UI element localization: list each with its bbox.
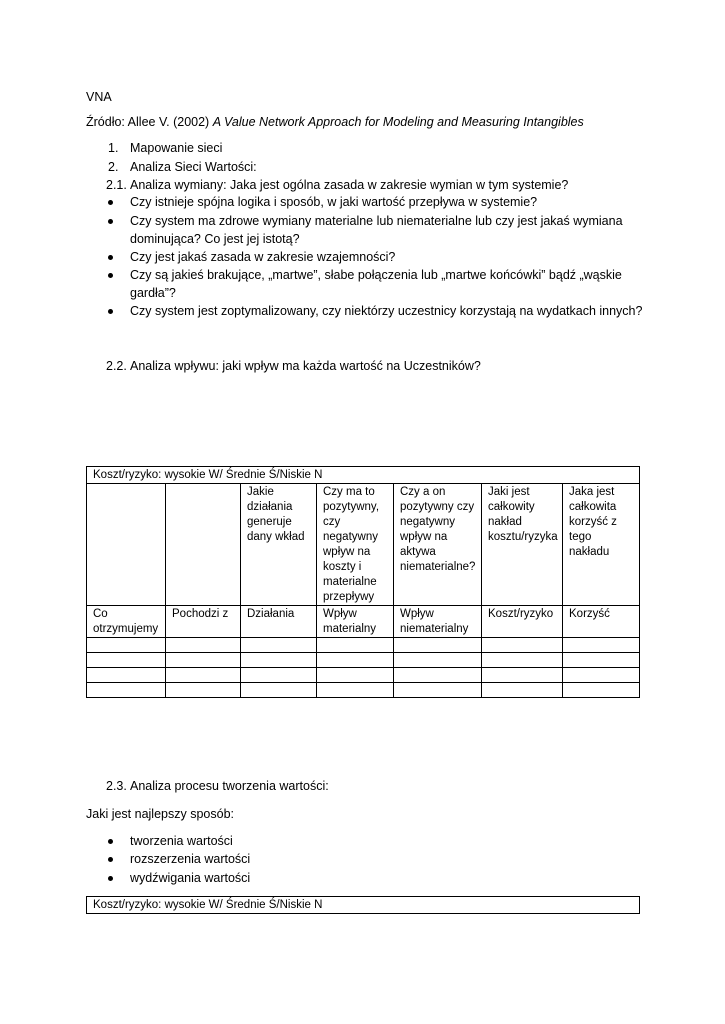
empty-cell <box>317 683 394 698</box>
empty-rows <box>87 638 640 698</box>
column-header: Wpływ niematerialny <box>394 606 482 638</box>
empty-cell <box>317 653 394 668</box>
empty-cell <box>563 668 640 683</box>
impact-table <box>86 466 640 698</box>
source-prefix: Źródło: Allee V. (2002) <box>86 115 213 129</box>
bullet-icon <box>108 309 113 314</box>
bullet-icon <box>108 857 113 862</box>
best-way-text: Jaki jest najlepszy sposób: <box>86 807 234 821</box>
question-cell: Czy a on pozytywny czy negatywny wpływ na aktywa niematerialne? <box>394 484 482 606</box>
column-header: Działania <box>241 606 317 638</box>
bullet-icon <box>108 273 113 278</box>
exchange-question-continued: dominująca? Co jest jej istotą? <box>130 232 300 246</box>
column-header: Koszt/ryzyko <box>482 606 563 638</box>
empty-cell <box>166 653 241 668</box>
empty-cell <box>241 653 317 668</box>
step-number: 2.2. <box>106 359 127 373</box>
column-header: Pochodzi z <box>166 606 241 638</box>
cost-risk-caption: Koszt/ryzyko: wysokie W/ Średnie Ś/Niskie N <box>87 897 640 914</box>
document-title: VNA <box>86 90 112 104</box>
empty-cell <box>87 653 166 668</box>
source-citation <box>86 114 584 130</box>
step-number: 2.3. <box>106 779 127 793</box>
question-cell <box>166 484 241 606</box>
empty-cell <box>87 668 166 683</box>
empty-cell <box>563 653 640 668</box>
empty-cell <box>482 653 563 668</box>
empty-cell <box>166 638 241 653</box>
table-row <box>87 668 640 683</box>
exchange-question: Czy system jest zoptymalizowany, czy niektórzy uczestnicy korzystają na wydatkach innych? <box>130 304 643 318</box>
empty-cell <box>317 638 394 653</box>
exchange-question: Czy jest jakaś zasada w zakresie wzajemności? <box>130 250 396 264</box>
empty-cell <box>563 683 640 698</box>
step-number: 2. <box>108 160 119 174</box>
table-row <box>87 653 640 668</box>
question-cell: Jaki jest całkowity nakład kosztu/ryzyka <box>482 484 563 606</box>
column-header: Co otrzymujemy <box>87 606 166 638</box>
way-item: rozszerzenia wartości <box>130 852 251 866</box>
exchange-question: Czy system ma zdrowe wymiany materialne lub niematerialne lub czy jest jakaś wymiana <box>130 214 623 228</box>
empty-cell <box>563 638 640 653</box>
empty-cell <box>87 683 166 698</box>
way-item: tworzenia wartości <box>130 834 233 848</box>
empty-cell <box>241 638 317 653</box>
question-cell: Jaka jest całkowita korzyść z tego nakładu <box>563 484 640 606</box>
question-cell: Czy ma to pozytywny, czy negatywny wpływ na koszty i materialne przepływy <box>317 484 394 606</box>
creation-table <box>86 896 640 914</box>
creation-heading: Analiza procesu tworzenia wartości: <box>130 779 329 793</box>
empty-cell <box>166 668 241 683</box>
empty-cell <box>87 638 166 653</box>
exchange-question: Czy są jakieś brakujące, „martwe”, słabe połączenia lub „martwe końcówki” bądź „wąskie <box>130 268 622 282</box>
cost-risk-caption: Koszt/ryzyko: wysokie W/ Średnie Ś/Niskie N <box>87 467 640 484</box>
step-text: Analiza Sieci Wartości: <box>130 160 257 174</box>
empty-cell <box>317 668 394 683</box>
impact-heading: Analiza wpływu: jaki wpływ ma każda wartość na Uczestników? <box>130 359 481 373</box>
table-row <box>87 683 640 698</box>
empty-cell <box>482 668 563 683</box>
table-row <box>87 638 640 653</box>
empty-cell <box>394 668 482 683</box>
question-cell <box>87 484 166 606</box>
empty-cell <box>394 653 482 668</box>
empty-cell <box>482 683 563 698</box>
step-number: 1. <box>108 141 119 155</box>
empty-cell <box>482 638 563 653</box>
column-header: Wpływ materialny <box>317 606 394 638</box>
way-item: wydźwigania wartości <box>130 871 251 885</box>
step-number: 2.1. <box>106 178 127 192</box>
empty-cell <box>241 668 317 683</box>
bullet-icon <box>108 839 113 844</box>
question-cell: Jakie działania generuje dany wkład <box>241 484 317 606</box>
source-work-title: A Value Network Approach for Modeling and Measuring Intangibles <box>212 115 584 129</box>
bullet-icon <box>108 255 113 260</box>
step-text: Analiza wymiany: Jaka jest ogólna zasada w zakresie wymian w tym systemie? <box>130 178 569 192</box>
empty-cell <box>394 638 482 653</box>
empty-cell <box>166 683 241 698</box>
exchange-question-continued: gardła”? <box>130 286 176 300</box>
column-header: Korzyść <box>563 606 640 638</box>
exchange-question: Czy istnieje spójna logika i sposób, w jaki wartość przepływa w systemie? <box>130 195 538 209</box>
bullet-icon <box>108 876 113 881</box>
step-text: Mapowanie sieci <box>130 141 223 155</box>
bullet-icon <box>108 200 113 205</box>
empty-cell <box>394 683 482 698</box>
bullet-icon <box>108 219 113 224</box>
empty-cell <box>241 683 317 698</box>
